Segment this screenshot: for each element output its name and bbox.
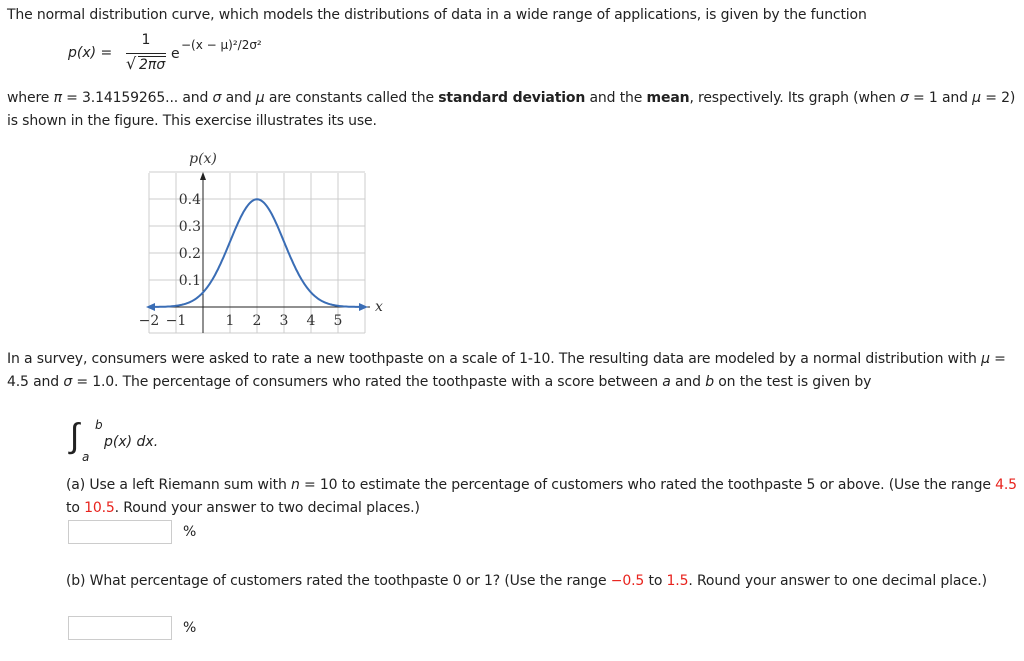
integrand: p(x) dx. (104, 434, 159, 450)
y-axis-arrow (200, 172, 206, 180)
y-tick-label: 0.3 (178, 219, 201, 235)
y-tick-label: 0.1 (178, 273, 201, 289)
formula-exponent: −(x − μ)²/2σ² (181, 38, 262, 52)
part-a-text: (a) Use a left Riemann sum with n = 10 to estimate the percentage of customers who rated the toothpaste 5 or above. (Use the range 4.5 to 10.5. Round your answer to two decimal places.) (66, 477, 1017, 516)
x-tick-label: 1 (225, 313, 235, 329)
formula-lhs: p(x) = (68, 45, 113, 61)
survey-text: In a survey, consumers were asked to rate a new toothpaste on a scale of 1-10. The resulting data are modeled by a normal distribution with μ = 4.5 and σ = 1.0. The percentage of consumers who rated the toothpaste with a score between a and b on the test is given by (7, 351, 1006, 390)
x-tick-label: 5 (333, 313, 343, 329)
sqrt-icon: √ (126, 54, 137, 73)
x-axis-label: x (375, 299, 383, 315)
intro-text: The normal distribution curve, which models the distributions of data in a wide range of applications, is given by the function (7, 7, 867, 23)
integral-expression (70, 418, 190, 468)
y-tick-label: 0.4 (178, 192, 201, 208)
x-tick-label: −1 (165, 313, 187, 329)
part-a-percent-label: % (183, 524, 197, 540)
lower-limit: a (82, 450, 90, 464)
part-b-answer-input[interactable] (68, 616, 172, 640)
x-tick-label: 2 (252, 313, 262, 329)
x-tick-label: 4 (306, 313, 316, 329)
curve-right-arrow (359, 303, 368, 311)
part-b-percent-label: % (183, 620, 197, 636)
part-a-answer-input[interactable] (68, 520, 172, 544)
formula-e: e (171, 46, 180, 62)
part-b-text: (b) What percentage of customers rated the toothpaste 0 or 1? (Use the range −0.5 to 1.5. Round your answer to one decimal place.) (66, 573, 987, 589)
integral-sign: ∫ (70, 416, 80, 456)
y-tick-label: 0.2 (178, 246, 201, 262)
formula-numerator: 1 (141, 32, 151, 48)
upper-limit: b (95, 418, 103, 432)
curve-left-arrow (146, 303, 155, 311)
y-axis-label: p(x) (189, 151, 217, 167)
x-tick-label: 3 (279, 313, 289, 329)
where-text: where π = 3.14159265... and σ and μ are constants called the standard deviation and the mean, respectively. Its graph (when σ = 1 and μ = 2) is shown in the figure. This exercise illustrates its use. (7, 90, 1016, 129)
x-tick-label: −2 (138, 313, 160, 329)
formula-denominator: 2πσ (139, 57, 166, 73)
